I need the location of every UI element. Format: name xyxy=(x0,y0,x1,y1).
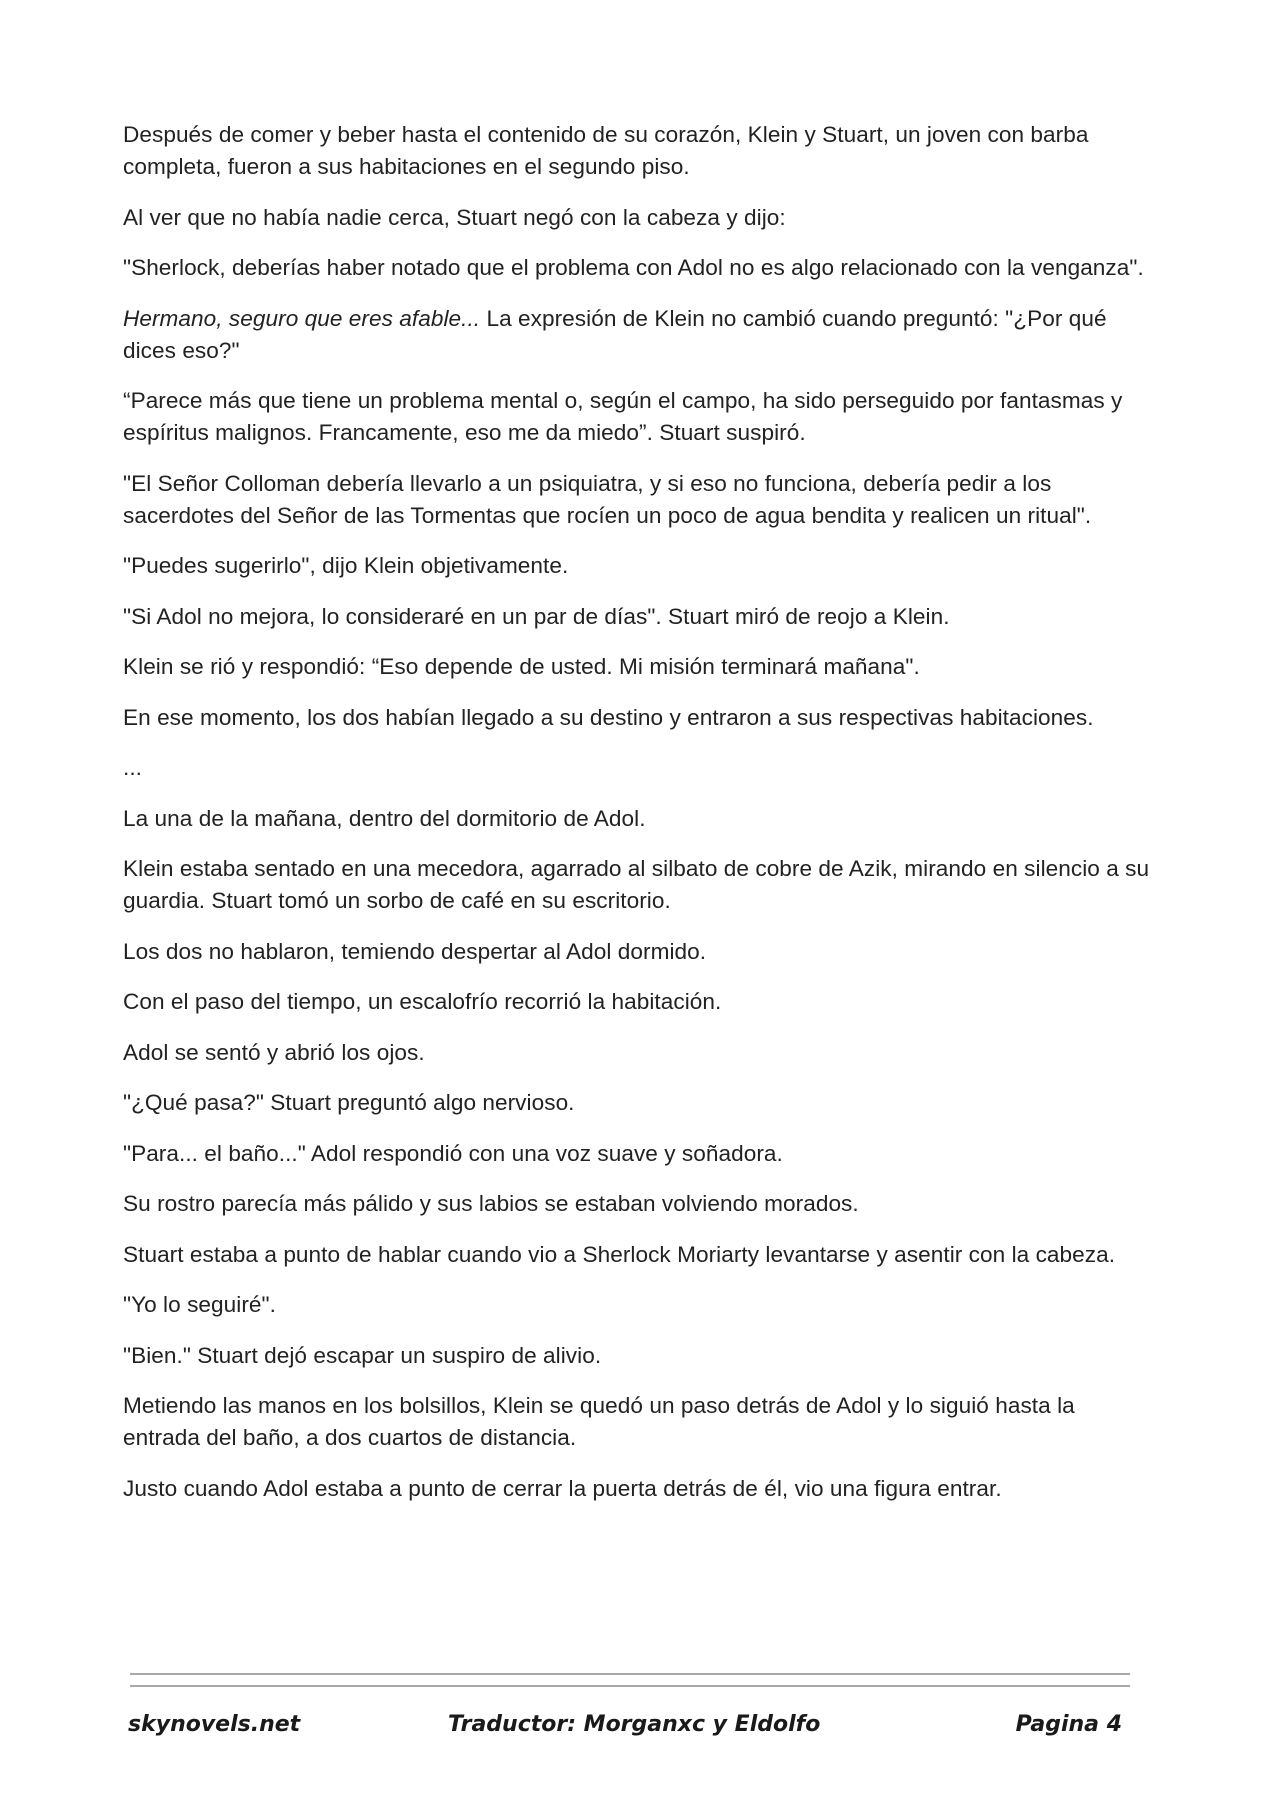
paragraph-10: En ese momento, los dos habían llegado a su destino y entraron a sus respectivas habitaciones. xyxy=(123,704,1094,730)
paragraph-18: "Para... el baño..." Adol respondió con una voz suave y soñadora. xyxy=(123,1140,783,1166)
paragraph-22: "Bien." Stuart dejó escapar un suspiro de alivio. xyxy=(123,1342,602,1368)
paragraph-24: Justo cuando Adol estaba a punto de cerrar la puerta detrás de él, vio una figura entrar. xyxy=(123,1475,1002,1501)
footer-divider-top xyxy=(130,1673,1130,1675)
paragraph-5: “Parece más que tiene un problema mental o, según el campo, ha sido perseguido por fantasmas y espíritus malignos. Francamente, eso me da miedo”. Stuart suspiró. xyxy=(123,388,1123,445)
paragraph-4-italic: Hermano, seguro que eres afable... xyxy=(123,305,481,331)
page-footer xyxy=(128,1712,1128,1752)
paragraph-17: "¿Qué pasa?" Stuart preguntó algo nervioso. xyxy=(123,1090,575,1115)
paragraph-15: Con el paso del tiempo, un escalofrío recorrió la habitación. xyxy=(123,989,722,1014)
paragraph-13: Klein estaba sentado en una mecedora, agarrado al silbato de cobre de Azik, mirando en silencio a su guardia. Stuart tomó un sorbo de café en su escritorio. xyxy=(123,856,1150,913)
document-body xyxy=(123,119,1153,1523)
paragraph-12: La una de la mañana, dentro del dormitorio de Adol. xyxy=(123,805,646,831)
paragraph-4-text: La expresión de Klein no cambió cuando preguntó: "¿Por qué dices eso?" xyxy=(123,305,1107,363)
paragraph-20: Stuart estaba a punto de hablar cuando vio a Sherlock Moriarty levantarse y asentir con la cabeza. xyxy=(123,1241,1116,1267)
footer-translator: Traductor: Morganxc y Eldolfo xyxy=(448,1712,821,1737)
paragraph-7: "Puedes sugerirlo", dijo Klein objetivamente. xyxy=(123,553,569,578)
paragraph-6: "El Señor Colloman debería llevarlo a un psiquiatra, y si eso no funciona, debería pedir a los sacerdotes del Señor de las Tormentas que rocíen un poco de agua bendita y realicen un ritual". xyxy=(123,470,1092,528)
paragraph-1: Después de comer y beber hasta el contenido de su corazón, Klein y Stuart, un joven con barba completa, fueron a sus habitaciones en el segundo piso. xyxy=(123,122,1089,179)
paragraph-23: Metiendo las manos en los bolsillos, Klein se quedó un paso detrás de Adol y lo siguió hasta la entrada del baño, a dos cuartos de distancia. xyxy=(123,1393,1075,1450)
paragraph-11: ... xyxy=(123,755,142,780)
footer-site: skynovels.net xyxy=(128,1712,301,1737)
footer-page-number: Pagina 4 xyxy=(1015,1712,1122,1737)
paragraph-3: "Sherlock, deberías haber notado que el problema con Adol no es algo relacionado con la venganza". xyxy=(123,255,1144,280)
paragraph-19: Su rostro parecía más pálido y sus labios se estaban volviendo morados. xyxy=(123,1191,859,1216)
footer-divider-bottom xyxy=(130,1685,1130,1687)
paragraph-16: Adol se sentó y abrió los ojos. xyxy=(123,1039,425,1065)
paragraph-4 xyxy=(123,303,1153,367)
paragraph-8: "Si Adol no mejora, lo consideraré en un par de días". Stuart miró de reojo a Klein. xyxy=(123,603,950,629)
paragraph-21: "Yo lo seguiré". xyxy=(123,1292,276,1317)
paragraph-14: Los dos no hablaron, temiendo despertar al Adol dormido. xyxy=(123,938,707,964)
paragraph-9: Klein se rió y respondió: “Eso depende de usted. Mi misión terminará mañana". xyxy=(123,654,920,679)
paragraph-2: Al ver que no había nadie cerca, Stuart negó con la cabeza y dijo: xyxy=(123,204,786,230)
